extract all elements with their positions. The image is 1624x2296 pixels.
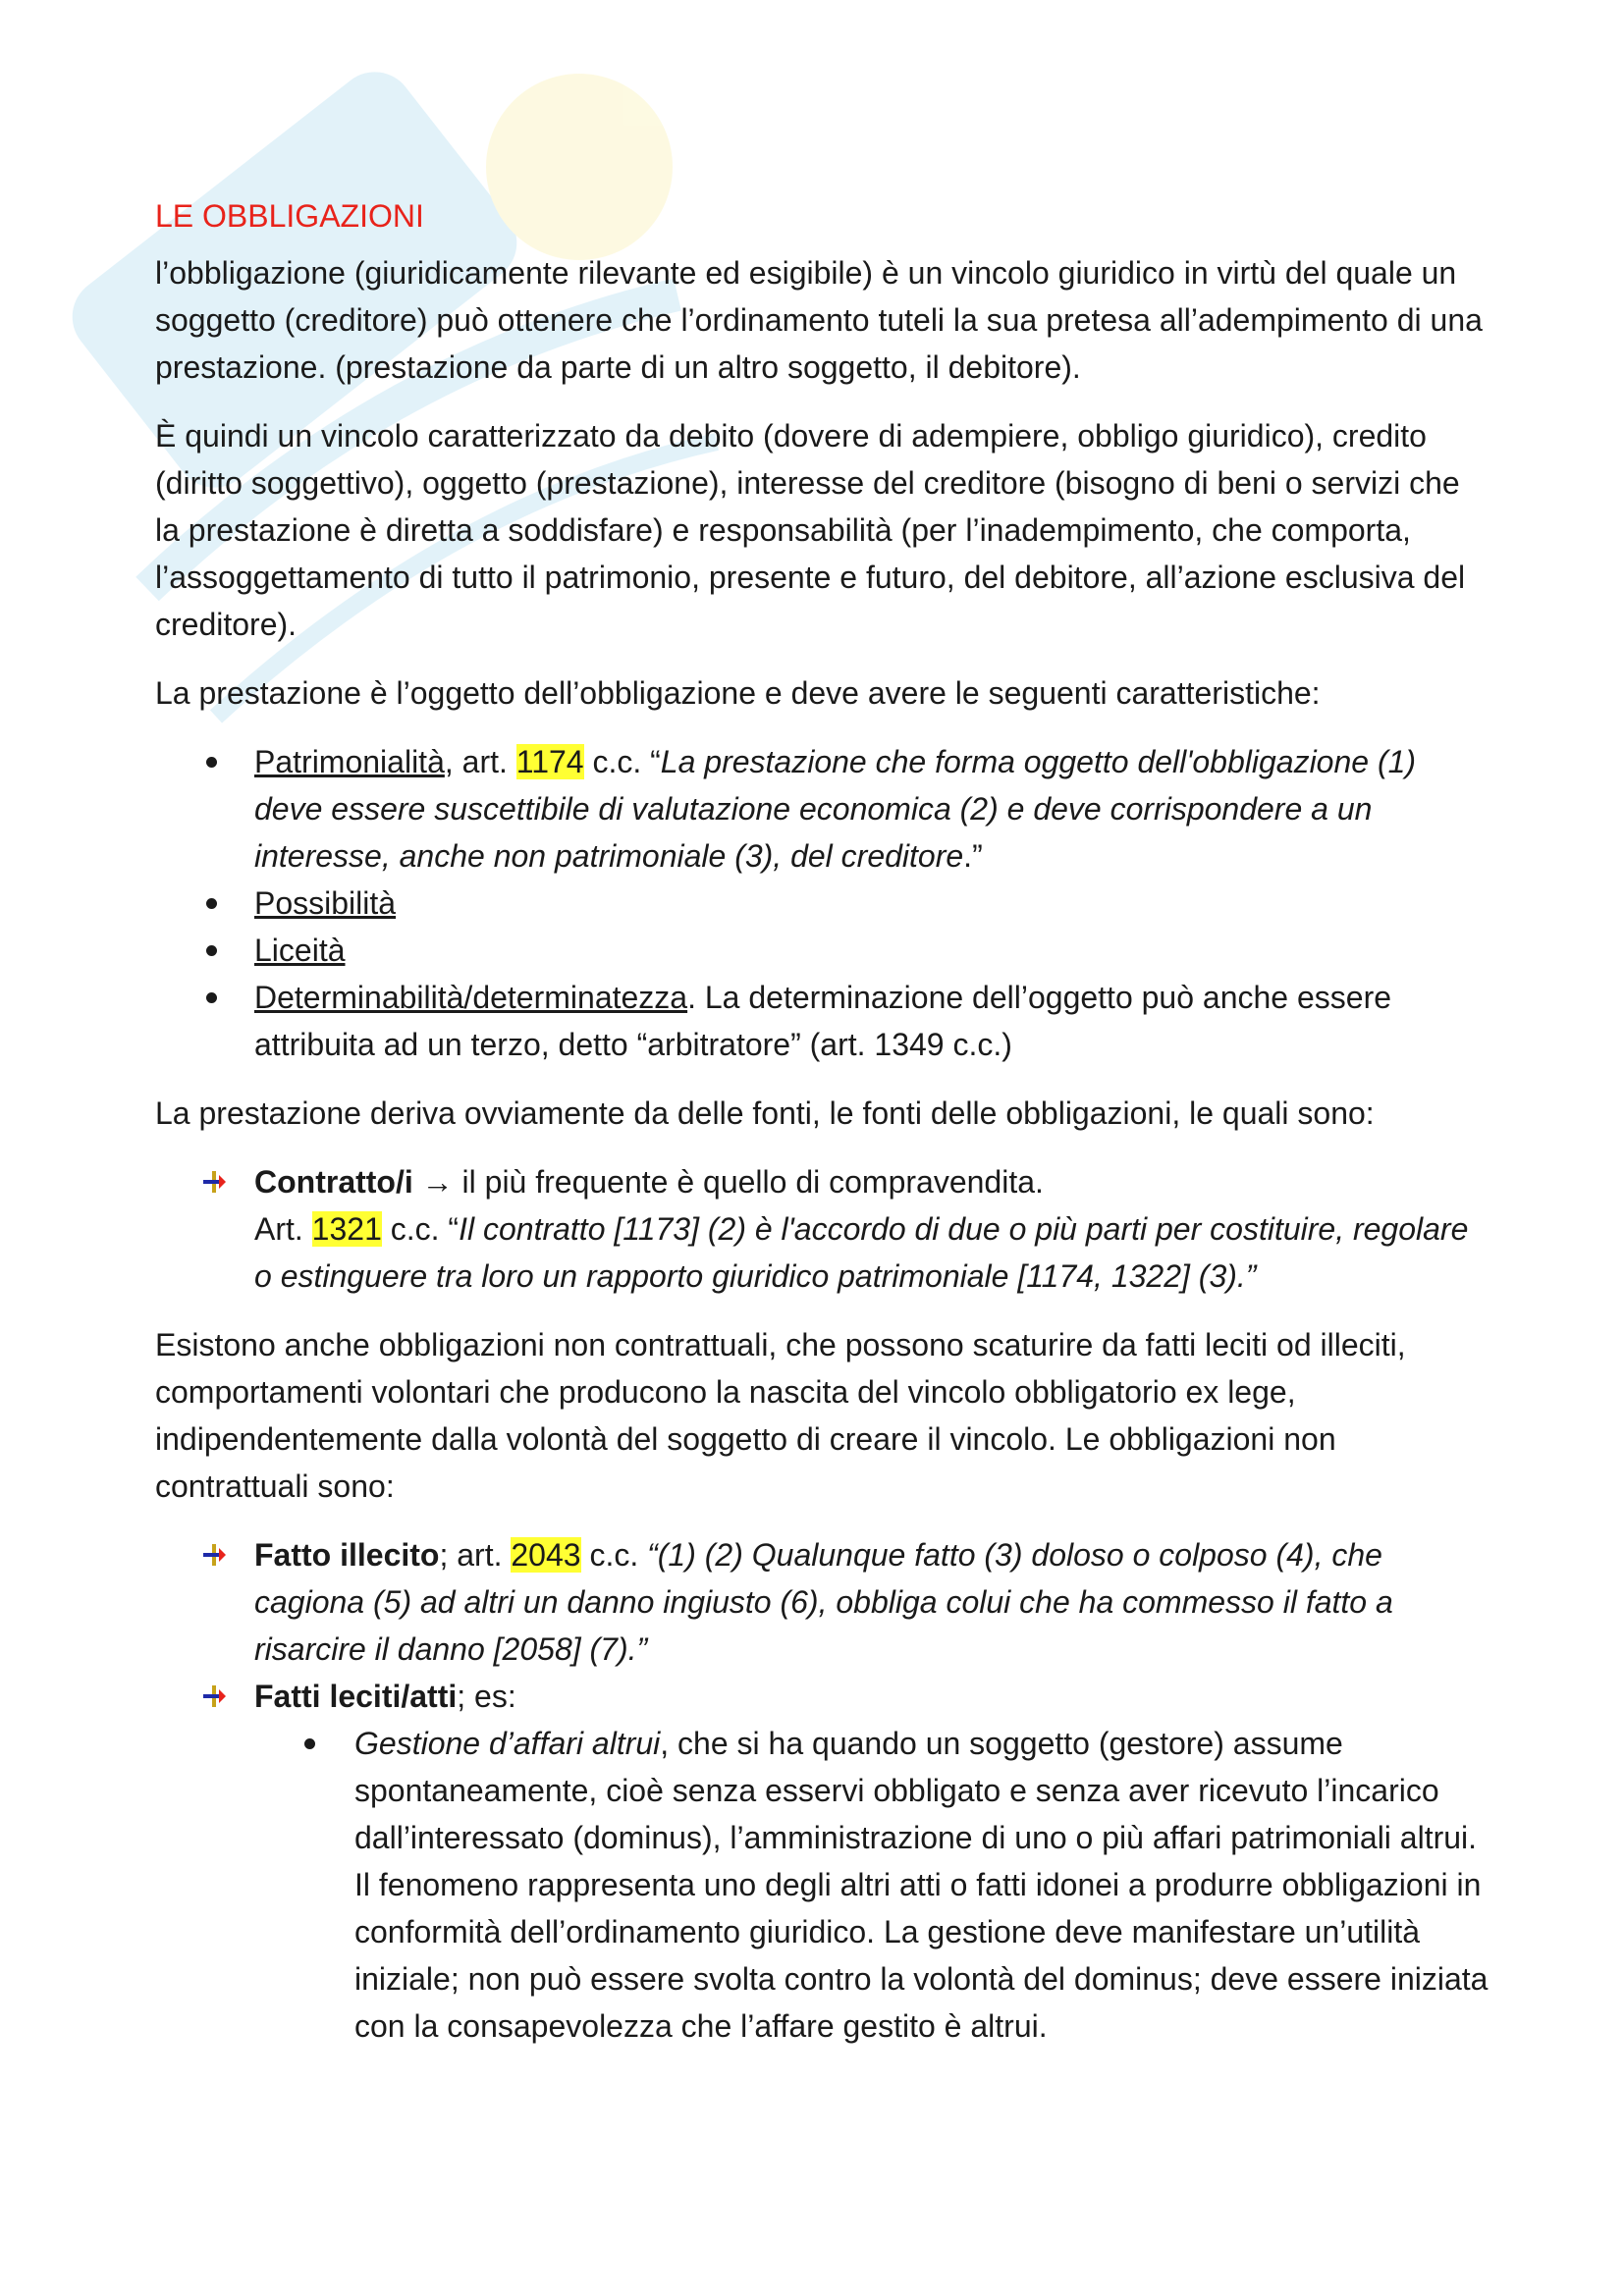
page-title: LE OBBLIGAZIONI: [155, 198, 424, 234]
list-item-contratto: Contratto/i → il più frequente è quello di compravendita. Art. 1321 c.c. “Il contratto [1173] (2) è l'accordo di due o più parti per costituire, regolare o estinguere tra loro un rapporto giuridico patrimoniale [1174, 1322] (3).”: [155, 1158, 1490, 1300]
quote-art-1321: Il contratto [1173] (2) è l'accordo di due o più parti per costituire, regolare o estinguere tra loro un rapporto giuridico patrimoniale [1174, 1322] (3).”: [254, 1211, 1469, 1294]
term-liceita: Liceità: [254, 933, 346, 968]
term-gestione: Gestione d’affari altrui: [354, 1726, 661, 1761]
paragraph-elements: È quindi un vincolo caratterizzato da debito (dovere di adempiere, obbligo giuridico), credito (diritto soggettivo), oggetto (prestazione), interesse del creditore (bisogno di beni o servizi che la prestazione è diretta a soddisfare) e responsabilità (per l’inadempimento, che comporta, l’assoggettamento di tutto il patrimonio, presente e futuro, del debitore, all’azione esclusiva del creditore).: [155, 418, 1466, 642]
characteristics-list: [155, 738, 1490, 1068]
arrow-bullet-icon: [201, 1169, 227, 1195]
paragraph-sources-intro: La prestazione deriva ovviamente da delle fonti, le fonti delle obbligazioni, le quali sono:: [155, 1095, 1375, 1131]
paragraph-characteristics-intro: La prestazione è l’oggetto dell’obbligazione e deve avere le seguenti caratteristiche:: [155, 675, 1321, 711]
term-fatto-illecito: Fatto illecito: [254, 1537, 440, 1573]
sources-list: [155, 1158, 1490, 1300]
quote-art-2043: “(1) (2) Qualunque fatto (3) doloso o colposo (4), che cagiona (5) ad altri un danno ingiusto (6), obbliga colui che ha commesso il fatto a risarcire il danno [2058] (7).”: [254, 1537, 1393, 1667]
list-item-fatti-leciti: Fatti leciti/atti; es: Gestione d’affari altrui, che si ha quando un soggetto (gestore) assume spontaneamente, cioè senza esservi obbligato e senza aver ricevuto l’incarico dall’interessato (dominus), l’amministrazione di uno o più affari patrimoniali altrui. Il fenomeno rappresenta uno degli altri atti o fatti idonei a produrre obbligazioni in conformità dell’ordinamento giuridico. La gestione deve manifestare un’utilità iniziale; non può essere svolta contro la volontà del dominus; deve essere iniziata con la consapevolezza che l’affare gestito è altrui.: [155, 1673, 1490, 2050]
list-item-possibilita: [155, 880, 1490, 927]
arrow-bullet-icon: [201, 1542, 227, 1568]
non-contractual-list: [155, 1531, 1490, 2050]
term-patrimonialita: Patrimonialità: [254, 744, 445, 779]
article-highlight: 2043: [511, 1537, 581, 1573]
term-determinabilita: Determinabilità/determinatezza: [254, 980, 688, 1015]
term-possibilita: Possibilità: [254, 885, 397, 921]
article-highlight: 1174: [515, 744, 584, 779]
list-item-liceita: [155, 927, 1490, 974]
list-item-gestione: Gestione d’affari altrui, che si ha quando un soggetto (gestore) assume spontaneamente, cioè senza esservi obbligato e senza aver ricevuto l’incarico dall’interessato (dominus), l’amministrazione di uno o più affari patrimoniali altrui. Il fenomeno rappresenta uno degli altri atti o fatti idonei a produrre obbligazioni in conformità dell’ordinamento giuridico. La gestione deve manifestare un’utilità iniziale; non può essere svolta contro la volontà del dominus; deve essere iniziata con la consapevolezza che l’affare gestito è altrui.: [155, 1720, 1490, 2050]
term-contratto: Contratto/i: [254, 1164, 413, 1200]
paragraph-non-contractual: Esistono anche obbligazioni non contrattuali, che possono scaturire da fatti leciti od illeciti, comportamenti volontari che producono la nascita del vincolo obbligatorio ex lege, indipendentemente dalla volontà del soggetto di creare il vincolo. Le obbligazioni non contrattuali sono:: [155, 1327, 1406, 1504]
term-fatti-leciti: Fatti leciti/atti: [254, 1679, 458, 1714]
paragraph-definition: l’obbligazione (giuridicamente rilevante ed esigibile) è un vincolo giuridico in virtù del quale un soggetto (creditore) può ottenere che l’ordinamento tuteli la sua pretesa all’adempimento di una prestazione. (prestazione da parte di un altro soggetto, il debitore).: [155, 255, 1483, 385]
list-item-fatto-illecito: Fatto illecito; art. 2043 c.c. “(1) (2) Qualunque fatto (3) doloso o colposo (4), che cagiona (5) ad altri un danno ingiusto (6), obbliga colui che ha commesso il fatto a risarcire il danno [2058] (7).”: [155, 1531, 1490, 1673]
list-item-determinabilita: Determinabilità/determinatezza. La determinazione dell’oggetto può anche essere attribuita ad un terzo, detto “arbitratore” (art. 1349 c.c.): [155, 974, 1490, 1068]
list-item-patrimonialita: Patrimonialità, art. 1174 c.c. “La prestazione che forma oggetto dell'obbligazione (1) deve essere suscettibile di valutazione economica (2) e deve corrispondere a un interesse, anche non patrimoniale (3), del creditore.”: [155, 738, 1490, 880]
arrow-bullet-icon: [201, 1683, 227, 1709]
article-highlight: 1321: [311, 1211, 382, 1247]
fatti-leciti-sublist: [254, 1720, 1490, 2050]
arrow-icon: →: [412, 1164, 462, 1200]
document-page: [155, 192, 1490, 2071]
quote-art-1174: La prestazione che forma oggetto dell'obbligazione (1) deve essere suscettibile di valutazione economica (2) e deve corrispondere a un interesse, anche non patrimoniale (3), del creditore: [254, 744, 1417, 874]
